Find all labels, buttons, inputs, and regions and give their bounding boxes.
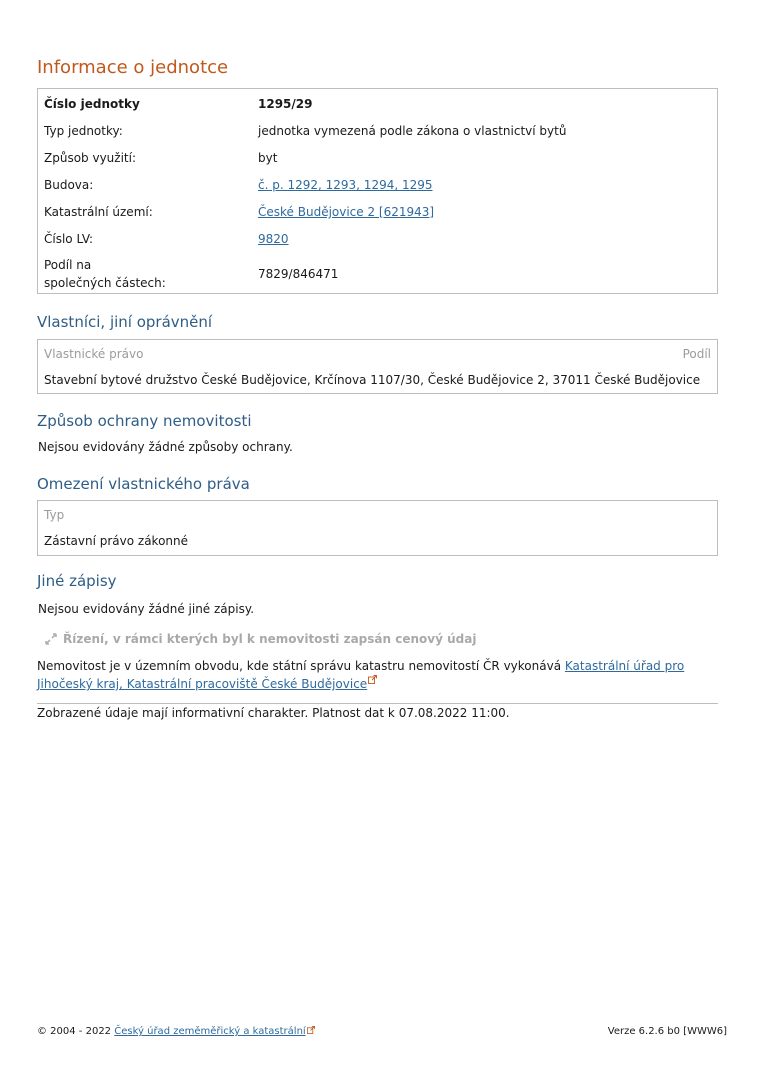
building-label: Budova: (44, 178, 94, 192)
usage-value: byt (258, 151, 278, 165)
unit-type-label: Typ jednotky: (44, 124, 123, 138)
unit-number-label: Číslo jednotky (44, 97, 140, 111)
row-lv-number (44, 230, 711, 248)
row-building (44, 176, 711, 194)
share-value: 7829/846471 (258, 267, 339, 281)
proceedings-toggle[interactable] (45, 632, 476, 646)
page-title: Informace o jednotce (37, 57, 229, 78)
cuzk-link[interactable]: Český úřad zeměměřický a katastrální (114, 1026, 306, 1037)
owners-header-share: Podíl (682, 347, 711, 361)
unit-number-value: 1295/29 (258, 97, 313, 111)
district-text: Nemovitost je v územním obvodu, kde státní správu katastru nemovitostí ČR vykonává (37, 659, 565, 673)
footer-copyright (37, 1026, 315, 1037)
validity-note: Zobrazené údaje mají informativní charakter. Platnost dat k 07.08.2022 11:00. (37, 706, 510, 720)
version-label: Verze 6.2.6 b0 [WWW6] (607, 1026, 727, 1037)
usage-label: Způsob využití: (44, 151, 136, 165)
restrictions-section-title: Omezení vlastnického práva (37, 475, 250, 493)
row-usage (44, 149, 711, 167)
building-link[interactable]: č. p. 1292, 1293, 1294, 1295 (258, 178, 433, 192)
owners-header-right: Vlastnické právo (44, 347, 144, 361)
restrictions-header-type: Typ (44, 508, 65, 522)
lv-number-link[interactable]: 9820 (258, 232, 289, 246)
row-cadastral-area (44, 203, 711, 221)
proceedings-label: Řízení, v rámci kterých byl k nemovitosti zapsán cenový údaj (63, 632, 477, 646)
other-text: Nejsou evidovány žádné jiné zápisy. (38, 602, 255, 616)
unit-info-table (37, 88, 718, 294)
lv-number-label: Číslo LV: (44, 232, 94, 246)
divider (37, 703, 718, 704)
cadastral-area-label: Katastrální území: (44, 205, 153, 219)
share-label: Podíl na společných částech: (44, 258, 166, 290)
owners-section-title: Vlastníci, jiní oprávnění (37, 313, 213, 331)
other-section-title: Jiné zápisy (37, 572, 117, 590)
cadastral-area-link[interactable]: České Budějovice 2 [621943] (258, 205, 435, 219)
owners-table (37, 339, 718, 394)
expand-icon (45, 633, 57, 645)
protection-text: Nejsou evidovány žádné způsoby ochrany. (38, 440, 293, 454)
owner-row: Stavební bytové družstvo České Budějovice, Krčínova 1107/30, České Budějovice 2, 37011 České Budějovice (44, 373, 701, 387)
unit-type-value: jednotka vymezená podle zákona o vlastnictví bytů (258, 124, 567, 138)
external-link-icon (307, 1026, 315, 1034)
district-office-link[interactable]: Katastrální úřad pro Jihočeský kraj, Katastrální pracoviště České Budějovice (37, 659, 685, 691)
protection-section-title: Způsob ochrany nemovitosti (37, 412, 252, 430)
row-share (44, 256, 711, 292)
district-info (37, 657, 727, 693)
row-unit-number (44, 95, 711, 113)
restriction-row: Zástavní právo zákonné (44, 534, 189, 548)
external-link-icon (368, 675, 377, 684)
copyright-text: © 2004 - 2022 (37, 1026, 115, 1037)
restrictions-table (37, 500, 718, 556)
row-unit-type (44, 122, 711, 140)
